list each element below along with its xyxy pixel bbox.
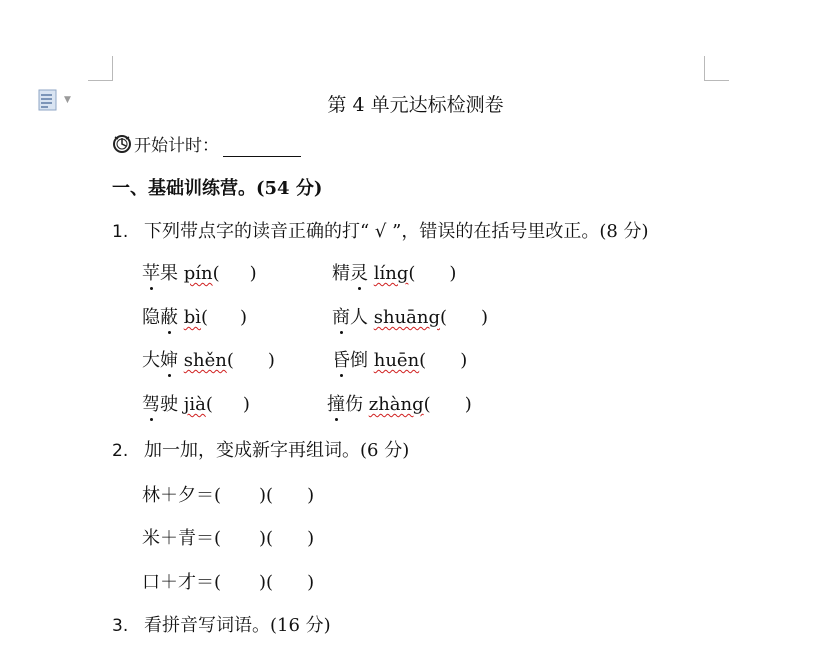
formula: 米＋青＝( — [142, 528, 222, 549]
q1-item-4: 商人 shuāng( ) — [332, 307, 489, 328]
formula: 口＋才＝( — [142, 572, 222, 593]
question-text: 看拼音写词语。(16 分) — [144, 615, 331, 636]
question-number: 1. — [112, 222, 129, 242]
q2-row-2: 米＋青＝( )( ) — [142, 528, 315, 549]
pinyin: bì — [183, 307, 202, 328]
chevron-down-icon: ▼ — [64, 95, 71, 105]
question-number: 3. — [112, 616, 129, 636]
timer-blank[interactable] — [223, 138, 301, 157]
pinyin: pín — [183, 263, 213, 284]
page-title: 第 4 单元达标检测卷 — [327, 94, 504, 116]
timer-label: 开始计时： — [134, 136, 219, 156]
dotted-char: 撞 — [327, 394, 345, 415]
q1-item-8: 撞伤 zhàng( ) — [327, 394, 472, 415]
dotted-char: 婶 — [160, 350, 178, 371]
q1-item-7: 驾驶 jià( ) — [142, 394, 250, 415]
q1-item-5: 大婶 shěn( ) — [142, 350, 275, 371]
pinyin: jià — [183, 394, 206, 415]
crop-mark-top-right — [704, 56, 729, 81]
question-3 — [112, 615, 331, 637]
clock-icon — [112, 134, 132, 154]
pinyin: zhàng — [368, 394, 424, 415]
q1-item-6: 昏倒 huēn( ) — [332, 350, 468, 371]
dotted-char: 驾 — [142, 394, 160, 415]
dotted-char: 苹 — [142, 263, 160, 284]
dotted-char: 商 — [332, 307, 350, 328]
crop-mark-top-left — [88, 56, 113, 81]
question-number: 2. — [112, 441, 129, 461]
pinyin: shěn — [183, 350, 227, 371]
pinyin: shuāng — [373, 307, 441, 328]
timer-line — [112, 134, 301, 157]
q2-row-3: 口＋才＝( )( ) — [142, 572, 315, 593]
pinyin: huēn — [373, 350, 420, 371]
section-heading: 一、基础训练营。(54 分) — [112, 178, 323, 199]
dotted-char: 灵 — [350, 263, 368, 284]
q1-item-3: 隐蔽 bì( ) — [142, 307, 248, 328]
pinyin: líng — [373, 263, 409, 284]
formula: 林＋夕＝( — [142, 485, 222, 506]
question-text: 下列带点字的读音正确的打“ √ ”，错误的在括号里改正。(8 分) — [144, 221, 649, 242]
q1-item-2: 精灵 líng( ) — [332, 263, 457, 284]
q1-item-1: 苹果 pín( ) — [142, 263, 257, 284]
question-text: 加一加，变成新字再组词。(6 分) — [144, 440, 410, 461]
dotted-char: 蔽 — [160, 307, 178, 328]
question-2 — [112, 440, 409, 462]
question-1 — [112, 221, 649, 243]
dotted-char: 昏 — [332, 350, 350, 371]
q2-row-1: 林＋夕＝( )( ) — [142, 485, 315, 506]
